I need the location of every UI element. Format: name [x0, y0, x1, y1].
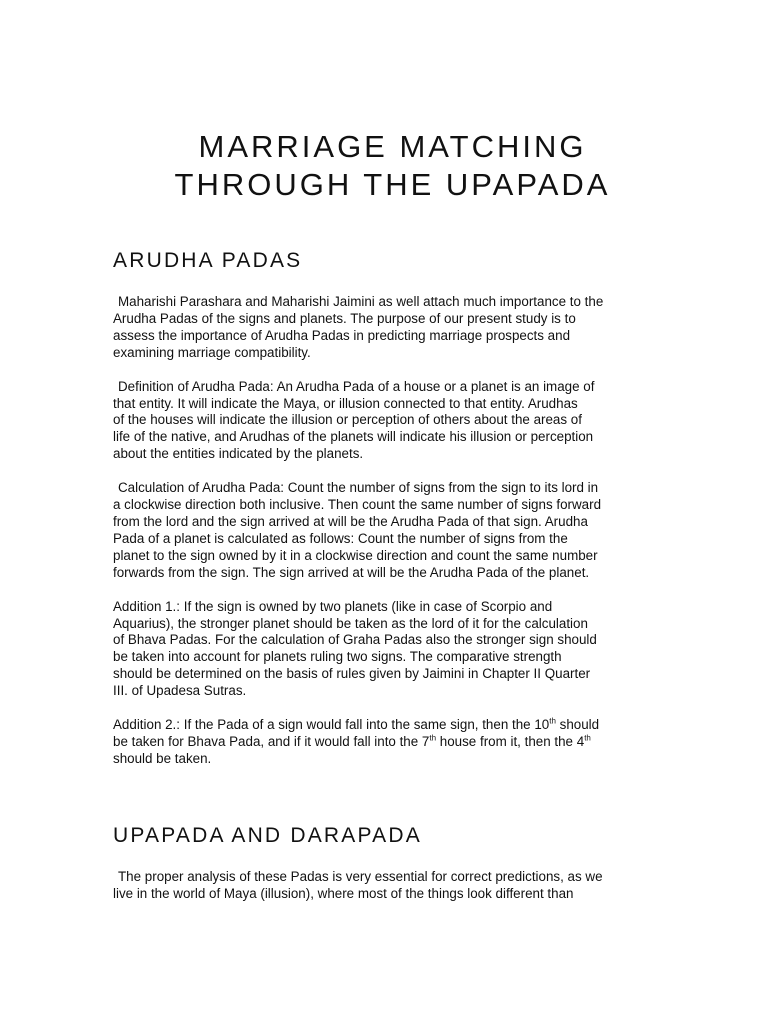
paragraph-line: The proper analysis of these Padas is very essential for correct predictions, as we — [118, 868, 603, 884]
paragraph-line: about the entities indicated by the planets. — [113, 446, 364, 462]
paragraph-line: of Bhava Padas. For the calculation of Graha Padas also the stronger sign should — [113, 632, 597, 648]
paragraph-line: live in the world of Maya (illusion), where most of the things look different than — [113, 885, 574, 901]
paragraph-line: life of the native, and Arudhas of the planets will indicate his illusion or perception — [113, 429, 594, 445]
paragraph-line — [113, 734, 660, 751]
text-run: house from it, then the 4 — [436, 733, 585, 749]
paragraph-line: be taken into account for planets ruling two signs. The comparative strength — [113, 649, 562, 665]
paragraph-addition-1 — [113, 599, 660, 700]
section-heading-arudha-padas: ARUDHA PADAS — [113, 249, 303, 272]
paragraph-line: III. of Upadesa Sutras. — [113, 683, 247, 699]
superscript: th — [429, 733, 437, 743]
paragraph-line: of the houses will indicate the illusion or perception of others about the areas of — [113, 412, 582, 428]
text-run: be taken for Bhava Pada, and if it would fall into the 7 — [113, 733, 430, 749]
paragraph-calculation — [113, 480, 660, 581]
document-page — [113, 128, 660, 903]
paragraph-addition-2 — [113, 717, 660, 768]
paragraph-line: should be taken. — [113, 750, 212, 766]
paragraph-line: Calculation of Arudha Pada: Count the number of signs from the sign to its lord in — [118, 480, 599, 496]
paragraph-intro — [113, 294, 660, 362]
text-run: Addition 2.: If the Pada of a sign would fall into the same sign, then the 10 — [113, 717, 550, 733]
paragraph-line: Definition of Arudha Pada: An Arudha Pada of a house or a planet is an image of — [118, 378, 595, 394]
superscript: th — [584, 733, 591, 743]
paragraph-upapada-intro — [113, 869, 660, 903]
document-title — [113, 128, 660, 204]
superscript: th — [549, 716, 556, 726]
paragraph-line: Arudha Padas of the signs and planets. The purpose of our present study is to — [113, 310, 576, 326]
paragraph-line: assess the importance of Arudha Padas in predicting marriage prospects and — [113, 327, 571, 343]
paragraph-line — [113, 717, 660, 734]
paragraph-line: planet to the sign owned by it in a clockwise direction and count the same number — [113, 547, 598, 563]
title-line: MARRIAGE MATCHING — [198, 129, 587, 164]
paragraph-line: Maharishi Parashara and Maharishi Jaimini as well attach much importance to the — [118, 294, 604, 309]
text-run: should — [555, 717, 600, 733]
section-heading-upapada-and-darapada: UPAPADA AND DARAPADA — [113, 823, 422, 847]
title-line: THROUGH THE UPAPADA — [174, 167, 611, 202]
paragraph-line: from the lord and the sign arrived at will be the Arudha Pada of that sign. Arudha — [113, 513, 588, 529]
paragraph-line: forwards from the sign. The sign arrived at will be the Arudha Pada of the planet. — [113, 564, 590, 580]
paragraph-line: examining marriage compatibility. — [113, 344, 311, 360]
paragraph-definition — [113, 379, 660, 464]
paragraph-line: should be determined on the basis of rules given by Jaimini in Chapter II Quarter — [113, 666, 591, 682]
paragraph-line: a clockwise direction both inclusive. Then count the same number of signs forward — [113, 497, 602, 513]
paragraph-line: that entity. It will indicate the Maya, or illusion connected to that entity. Arudhas — [113, 395, 578, 411]
paragraph-line: Aquarius), the stronger planet should be taken as the lord of it for the calculation — [113, 615, 588, 631]
paragraph-line: Pada of a planet is calculated as follows: Count the number of signs from the — [113, 530, 568, 546]
paragraph-line: Addition 1.: If the sign is owned by two planets (like in case of Scorpio and — [113, 598, 553, 614]
